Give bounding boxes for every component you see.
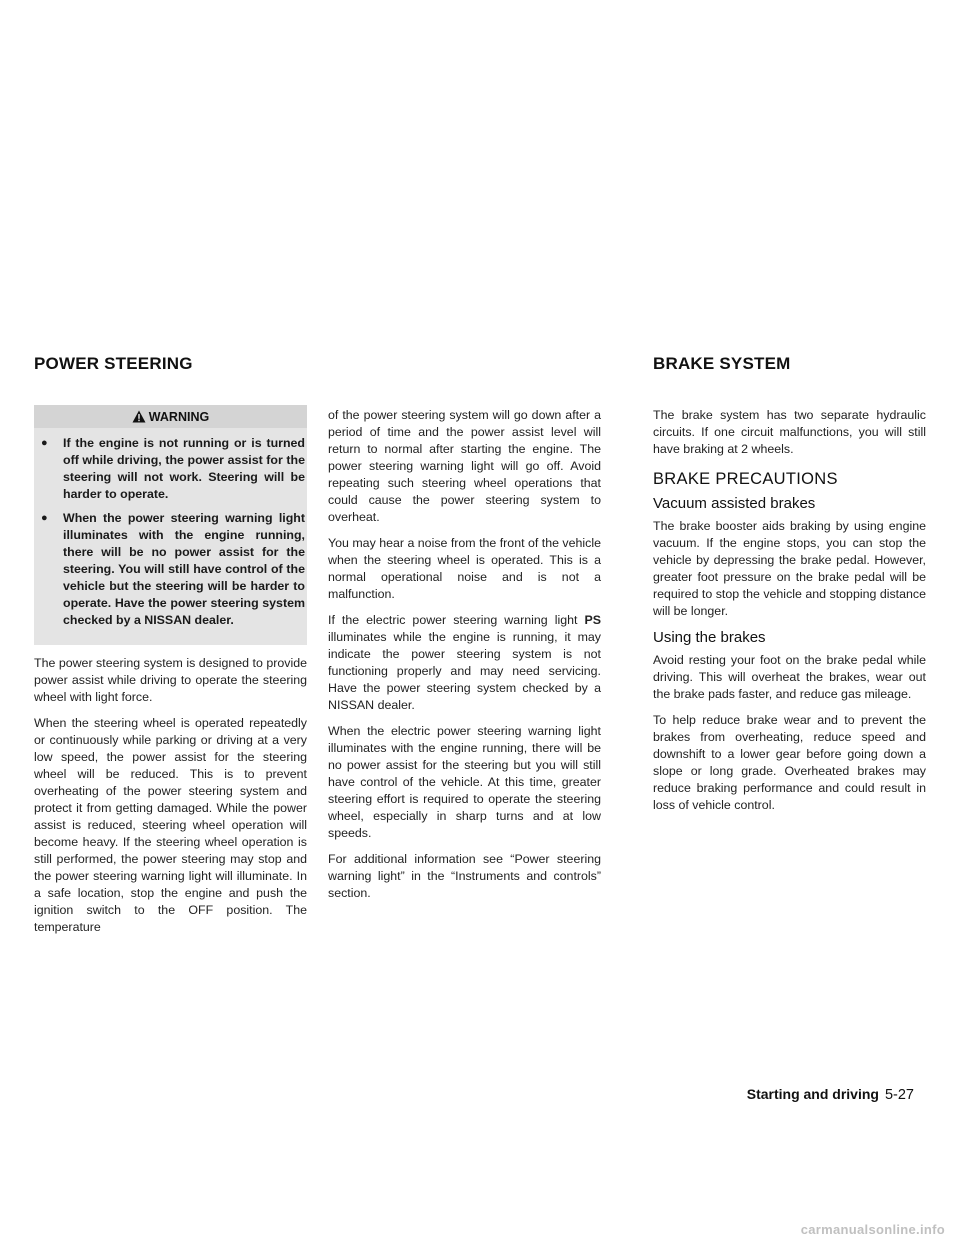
paragraph: When the electric power steering warning light illuminates with the engine running, there will be no power assist for the steering but you will still have control of the vehicle. At this time, greater steering effort is required to operate the steering wheel, especially in sharp turns and at low speeds. [328, 724, 601, 840]
column-middle [328, 407, 601, 911]
ps-warning-symbol: PS [584, 613, 601, 627]
power-steering-heading: POWER STEERING [34, 354, 193, 373]
warning-box [34, 405, 307, 645]
warning-list [34, 428, 307, 629]
column-left [34, 405, 307, 945]
vacuum-brakes-heading: Vacuum assisted brakes [653, 495, 816, 512]
bullet-icon: ● [41, 437, 48, 449]
paragraph-continued: When the steering wheel is operated repeatedly or continuously while parking or driving at a very low speed, the power assist for the steering wheel will be reduced. This is to prevent overheating of the power steering system and protect it from getting damaged. While the power assist is reduced, steering wheel operation will become heavy. If the steering wheel operation is still performed, the power steering may stop and the power steering warning light will illuminate. In a safe location, stop the engine and push the ignition switch to the OFF position. The temperature [34, 716, 307, 934]
paragraph: Avoid resting your foot on the brake pedal while driving. This will overheat the brakes, wear out the brake pads faster, and reduce gas mileage. [653, 653, 926, 701]
using-brakes-heading: Using the brakes [653, 629, 766, 646]
paragraph-continuation: of the power steering system will go down after a period of time and the power assist level will return to normal after starting the engine. The power steering warning light will go off. Avoid repeating such steering wheel operations that could cause the power steering system to overheat. [328, 408, 601, 524]
brake-system-heading: BRAKE SYSTEM [653, 354, 791, 373]
column-right [653, 407, 926, 823]
warning-label: WARNING [148, 409, 210, 424]
ps-light-paragraph: If the electric power steering warning light PS illuminates while the engine is running, it may indicate the power steering system is not functioning properly and may need servicing. Have the power steering system checked by a NISSAN dealer. [328, 613, 601, 712]
paragraph: To help reduce brake wear and to prevent the brakes from overheating, reduce speed and downshift to a lower gear before going down a slope or long grade. Overheated brakes may reduce braking performance and could result in loss of vehicle control. [653, 713, 926, 812]
footer-section-title: Starting and driving [746, 1086, 879, 1102]
brake-intro: The brake system has two separate hydraulic circuits. If one circuit malfunctions, you will still have braking at 2 wheels. [653, 408, 926, 456]
page-footer [747, 1086, 914, 1103]
paragraph: The brake booster aids braking by using engine vacuum. If the engine stops, you can stop the vehicle by depressing the brake pedal. However, greater foot pressure on the brake pedal will be required to stop the vehicle and stopping distance will be longer. [653, 519, 926, 618]
page-number: 5-27 [884, 1087, 914, 1103]
warning-item: ● When the power steering warning light illuminates with the engine running, there will be no power assist for the steering. You will still have control of the vehicle but the steering will be harder to operate. Have the power steering system checked by a NISSAN dealer. [41, 511, 305, 627]
warning-triangle-icon [132, 410, 146, 423]
paragraph: The power steering system is designed to provide power assist while driving to operate the steering wheel with light force. [34, 656, 307, 704]
watermark: carmanualsonline.info [800, 1222, 945, 1237]
warning-item: ● If the engine is not running or is turned off while driving, the power assist for the steering will not work. Steering will be harder to operate. [41, 436, 305, 501]
paragraph: For additional information see “Power steering warning light” in the “Instruments and controls” section. [328, 852, 601, 900]
paragraph: You may hear a noise from the front of the vehicle when the steering wheel is operated. This is a normal operational noise and is not a malfunction. [328, 536, 601, 601]
bullet-icon: ● [41, 512, 48, 524]
warning-header [34, 405, 307, 428]
brake-precautions-heading: BRAKE PRECAUTIONS [653, 470, 838, 488]
